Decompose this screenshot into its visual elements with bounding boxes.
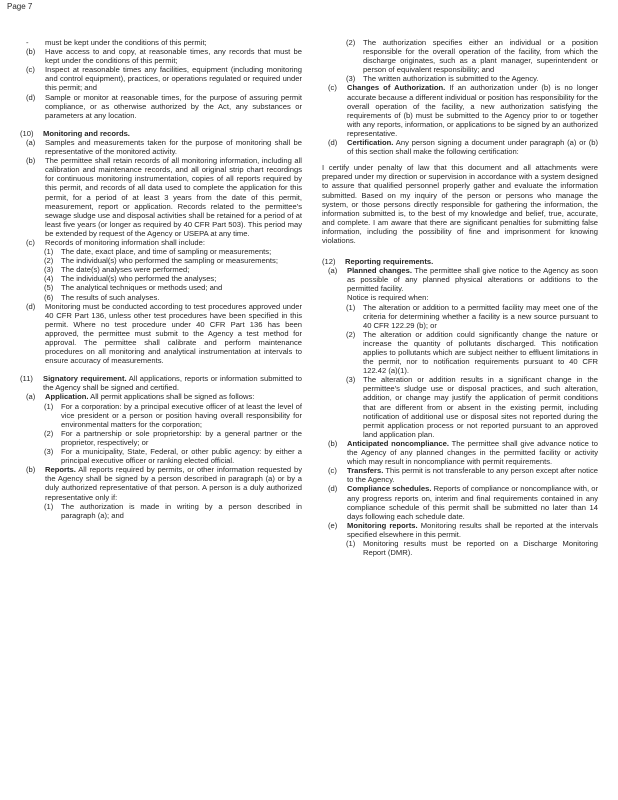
item-body: All reports required by permits, or other information requested by the Agency shall be signed by a person described in paragraph (a) or by a duly authorized representative of that person. A person is a duly authorized representative only if: <box>45 465 302 502</box>
item-text: The alteration or addition to a permitted facility may meet one of the criteria for determining whether a facility is a new source pursuant to 40 CFR 122.29 (b); or <box>363 302 598 330</box>
sub-item <box>322 330 598 375</box>
item-marker: (a) <box>328 266 338 276</box>
item-marker: (3) <box>346 375 356 385</box>
item-marker: (1) <box>346 538 356 548</box>
list-item <box>20 93 302 120</box>
item-text: Inspect at reasonable times any facilities, equipment (including monitoring and control equipment), practices, or operations regulated or required under this permit; and <box>45 65 302 93</box>
item-marker: (d) <box>328 138 338 148</box>
item-text: The authorization is made in writing by a person described in paragraph (a); and <box>61 501 302 520</box>
item-marker: (d) <box>328 484 338 494</box>
item-text: The permittee shall retain records of all monitoring information, including all calibration and maintenance records, and all original strip chart recordings for continuous monitoring instrumentation, copies of all reports required by this permit, and records of all data used to complete the application for this permit, for a period of at least 3 years from the date of this permit, measurement, report or application. Records related to the permittee's sewage sludge use and disposal activities shall be retained for a period of at least five years (or longer as required by 40 CFR Part 503). This period may be extended by request of the Agency or USEPA at any time. <box>45 156 302 238</box>
sub-item <box>20 256 302 265</box>
item-marker: (d) <box>26 92 36 102</box>
item-title: Transfers. <box>347 466 384 476</box>
item-text: must be kept under the conditions of this permit; <box>45 38 207 47</box>
item-text: For a corporation: by a principal executive officer of at least the level of vice president or a person or position having overall responsibility for environmental matters for the corporation; <box>61 401 302 429</box>
item-body: The permittee shall give notice to the Agency as soon as possible of any planned physical alterations or additions to the permitted facility. <box>347 266 599 294</box>
page-number: Page 7 <box>7 2 33 11</box>
item-text: The date, exact place, and time of sampling or measurements; <box>61 247 272 257</box>
item-marker: (1) <box>44 401 54 411</box>
section-intro <box>43 374 302 392</box>
item-marker: (3) <box>44 447 54 457</box>
item-marker: (2) <box>346 38 356 47</box>
list-item <box>20 392 302 401</box>
item-marker: (2) <box>44 256 54 266</box>
bullet: - <box>26 38 29 47</box>
item-marker: (5) <box>44 283 54 293</box>
item-marker: (c) <box>328 466 337 476</box>
item-text <box>347 439 598 466</box>
list-item <box>20 65 302 92</box>
item-body: If an authorization under (b) is no longer accurate because a different individual or position has responsibility for the overall operation of the facility, a new authorization satisfying the requirements of (b) must be submitted to the Agency prior to or together with any reports, information, or applications to be signed by an authorized representative. <box>347 83 598 138</box>
section-intro-text: All applications, reports or information submitted to the Agency shall be signed and certified. <box>43 374 302 393</box>
item-marker: (a) <box>26 137 36 147</box>
left-column <box>20 38 302 520</box>
sub-item <box>322 375 598 439</box>
list-item <box>322 484 598 520</box>
item-marker: (b) <box>26 465 36 475</box>
list-item <box>20 156 302 238</box>
item-text <box>347 521 598 539</box>
list-item <box>20 138 302 156</box>
item-marker: (2) <box>44 428 54 438</box>
list-item <box>20 465 302 501</box>
item-text: The results of such analyses. <box>61 292 160 302</box>
item-marker: (2) <box>346 329 356 339</box>
sub-item <box>322 38 598 74</box>
sub-item <box>20 283 302 292</box>
section-title: Signatory requirement. <box>43 374 127 384</box>
sub-item <box>20 502 302 520</box>
sub-item <box>322 74 598 83</box>
section-heading <box>322 257 598 266</box>
section-title: Monitoring and records. <box>43 128 130 138</box>
item-title: Compliance schedules. <box>347 484 432 494</box>
item-title: Reports. <box>45 465 76 475</box>
section-heading <box>20 129 302 138</box>
item-marker: (1) <box>44 247 54 257</box>
list-item <box>20 302 302 366</box>
note-text: Notice is required when: <box>347 293 429 303</box>
sub-item <box>20 274 302 283</box>
item-text <box>45 465 302 501</box>
item-text: The date(s) analyses were performed; <box>61 265 190 275</box>
sub-item <box>322 539 598 557</box>
item-text: The analytical techniques or methods used; and <box>61 283 223 293</box>
item-text: The individual(s) who performed the analyses; <box>61 274 217 284</box>
section-number: (12) <box>322 257 336 267</box>
item-marker: (1) <box>44 501 54 511</box>
item-title: Certification. <box>347 138 394 148</box>
item-text <box>347 138 598 156</box>
sub-item <box>20 265 302 274</box>
section-11 <box>20 374 302 392</box>
item-text: The authorization specifies either an individual or a position responsible for the overall operation of the facility, from which the discharge originates, such as a plant manager, superintendent or person of equivalent responsibility; and <box>363 38 598 75</box>
sub-item <box>20 293 302 302</box>
item-text <box>347 266 598 293</box>
item-text: Monitoring must be conducted according to test procedures approved under 40 CFR Part 136, unless other test procedures have been specified in this permit. Where no test procedure under 40 CFR Part 136 has been approved, the permittee must submit to the Agency a test method for approval. The permittee shall calibrate and perform maintenance procedures on all monitoring and analytical instrumentation at intervals to ensure accuracy of measurements. <box>45 301 302 366</box>
item-text: Have access to and copy, at reasonable times, any records that must be kept under the conditions of this permit; <box>45 47 302 66</box>
item-marker: (e) <box>328 520 338 530</box>
item-text <box>347 466 598 484</box>
item-text: Monitoring results must be reported on a Discharge Monitoring Report (DMR). <box>363 538 598 558</box>
item-text: The written authorization is submitted to the Agency. <box>363 74 539 84</box>
item-title: Application. <box>45 392 89 402</box>
item-body: Any person signing a document under paragraph (a) or (b) of this section shall make the following certification: <box>347 138 598 157</box>
item-body: Reports of compliance or noncompliance with, or any progress reports on, interim and final requirements contained in any compliance schedule of this permit shall be submitted no later than 14 days following each schedule date. <box>347 484 598 521</box>
item-title: Monitoring reports. <box>347 520 418 530</box>
list-item <box>322 266 598 293</box>
sub-item <box>20 402 302 429</box>
list-item <box>322 83 598 138</box>
item-text: For a partnership or sole proprietorship: by a general partner or the proprietor, respectively; or <box>61 428 302 447</box>
item-text <box>347 83 598 138</box>
item-marker: (b) <box>26 156 36 166</box>
item-text: For a municipality, State, Federal, or other public agency: by either a principal executive officer or ranking elected official. <box>61 447 302 466</box>
item-body: Monitoring results shall be reported at the intervals specified elsewhere in this permit. <box>347 520 598 539</box>
item-marker: (c) <box>26 65 35 75</box>
sub-item <box>20 447 302 465</box>
item-marker: (a) <box>26 392 36 402</box>
item-text: Sample or monitor at reasonable times, for the purpose of assuring permit compliance, or as otherwise authorized by the Act, any substances or parameters at any location. <box>45 92 302 120</box>
item-text: Samples and measurements taken for the purpose of monitoring shall be representative of the monitored activity. <box>45 137 302 157</box>
item-text <box>45 392 302 401</box>
item-body: All permit applications shall be signed as follows: <box>90 392 255 402</box>
item-body: This permit is not transferable to any person except after notice to the Agency. <box>347 466 598 485</box>
sub-item <box>20 429 302 447</box>
item-marker: (1) <box>346 302 356 312</box>
item-title: Planned changes. <box>347 266 412 276</box>
sub-item <box>20 247 302 256</box>
item-marker: (c) <box>26 237 35 247</box>
item-text: The alteration or addition results in a significant change in the permittee's sludge use or disposal practices, and such alteration, addition, or change may justify the application of permit conditions that are different from or absent in the existing permit, including notification of additional use or disposal sites not reported during the permit application process or not reported pursuant to an approved land application plan. <box>363 375 598 439</box>
section-number: (10) <box>20 128 34 138</box>
item-text: Records of monitoring information shall include: <box>45 237 205 247</box>
item-text: The individual(s) who performed the sampling or measurements; <box>61 256 278 266</box>
item-marker: (3) <box>44 265 54 275</box>
item-marker: (d) <box>26 301 36 311</box>
sub-item <box>322 303 598 330</box>
item-title: Anticipated noncompliance. <box>347 438 449 448</box>
list-item <box>20 47 302 65</box>
item-text: The alteration or addition could significantly change the nature or increase the quantity of pollutants discharged. This notification applies to pollutants which are subject neither to effluent limitations in the permit, nor to notification requirements pursuant to 40 CFR 122.42 (a)(1). <box>363 329 598 376</box>
item-body: The permittee shall give advance notice to the Agency of any planned changes in the permitted facility or activity which may result in noncompliance with permit requirements. <box>347 438 598 467</box>
list-item <box>322 138 598 156</box>
item-marker: (b) <box>26 47 36 57</box>
list-item <box>20 38 302 47</box>
item-marker: (6) <box>44 292 54 302</box>
section-number: (11) <box>20 374 33 384</box>
certification-statement: I certify under penalty of law that this document and all attachments were prepared under my direction or supervision in accordance with a system designed to assure that qualified personnel properly gather and evaluate the information submitted. Based on my inquiry of the person or persons who manage the system, or those persons directly responsible for gathering the information, the information submitted is, to the best of my knowledge and belief, true, accurate, and complete. I am aware that there are significant penalties for submitting false information, including the possibility of fine and imprisonment for knowing violations. <box>322 163 598 245</box>
list-item <box>322 521 598 539</box>
list-item <box>20 238 302 247</box>
list-item <box>322 439 598 466</box>
item-text <box>347 484 598 520</box>
section-title: Reporting requirements. <box>345 257 434 267</box>
list-item-note <box>322 293 598 302</box>
list-item <box>322 466 598 484</box>
item-marker: (4) <box>44 274 54 284</box>
item-marker: (c) <box>328 83 337 93</box>
right-column <box>322 38 598 557</box>
item-marker: (b) <box>328 438 338 448</box>
item-marker: (3) <box>346 74 356 84</box>
item-title: Changes of Authorization. <box>347 83 446 93</box>
